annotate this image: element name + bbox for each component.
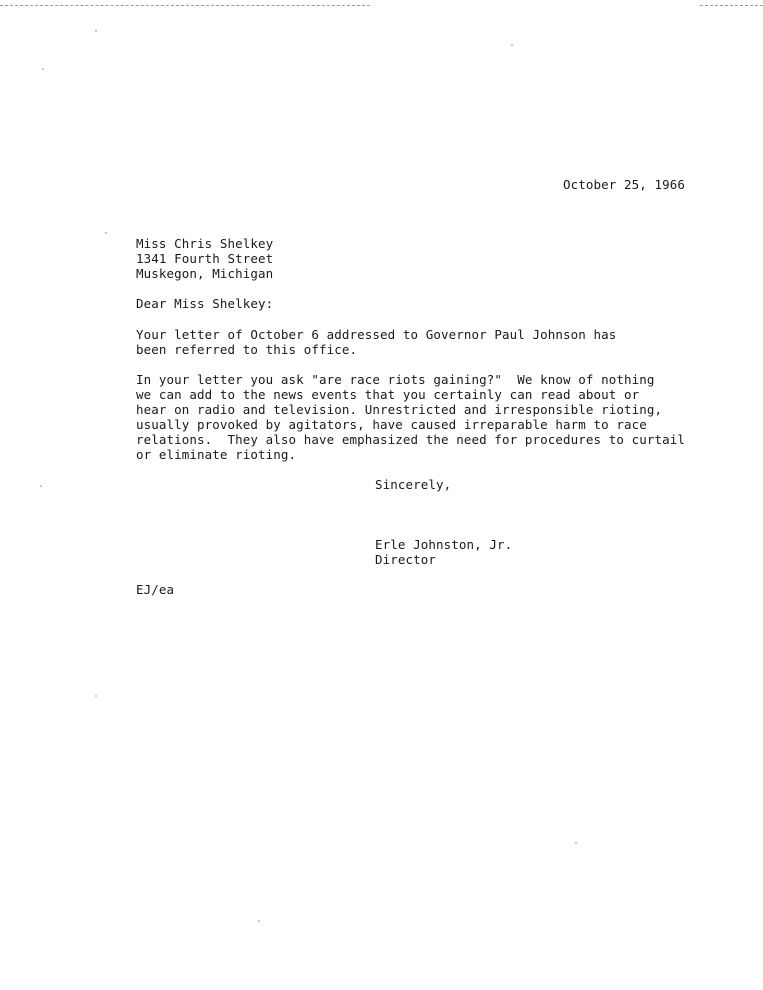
scan-speck [511, 44, 513, 46]
scan-speck [40, 485, 42, 487]
scan-speck [105, 232, 107, 234]
paragraph-line: usually provoked by agitators, have caused irreparable harm to race [136, 417, 647, 432]
recipient-street: 1341 Fourth Street [136, 251, 274, 266]
scan-speck [95, 695, 97, 697]
salutation: Dear Miss Shelkey: [136, 296, 274, 311]
scan-edge-mark [700, 5, 763, 6]
scan-speck [95, 30, 97, 32]
recipient-city: Muskegon, Michigan [136, 266, 274, 281]
reference-initials: EJ/ea [136, 582, 175, 597]
signer-title: Director [375, 552, 437, 567]
paragraph-line: been referred to this office. [136, 342, 358, 357]
scan-speck [42, 68, 44, 70]
paragraph-line: hear on radio and television. Unrestricted and irresponsible rioting, [136, 402, 663, 417]
paragraph-line: or eliminate rioting. [136, 447, 297, 462]
letter-date: October 25, 1966 [563, 177, 686, 192]
scan-edge-mark [0, 5, 370, 6]
paragraph-line: relations. They also have emphasized the need for procedures to curtail [136, 432, 686, 447]
scan-speck [575, 842, 577, 844]
signer-name: Erle Johnston, Jr. [375, 537, 513, 552]
paragraph-line: we can add to the news events that you certainly can read about or [136, 387, 640, 402]
paragraph-line: In your letter you ask "are race riots gaining?" We know of nothing [136, 372, 655, 387]
paragraph-line: Your letter of October 6 addressed to Governor Paul Johnson has [136, 327, 617, 342]
scan-speck [258, 920, 260, 922]
complimentary-close: Sincerely, [375, 477, 452, 492]
recipient-name: Miss Chris Shelkey [136, 236, 274, 251]
